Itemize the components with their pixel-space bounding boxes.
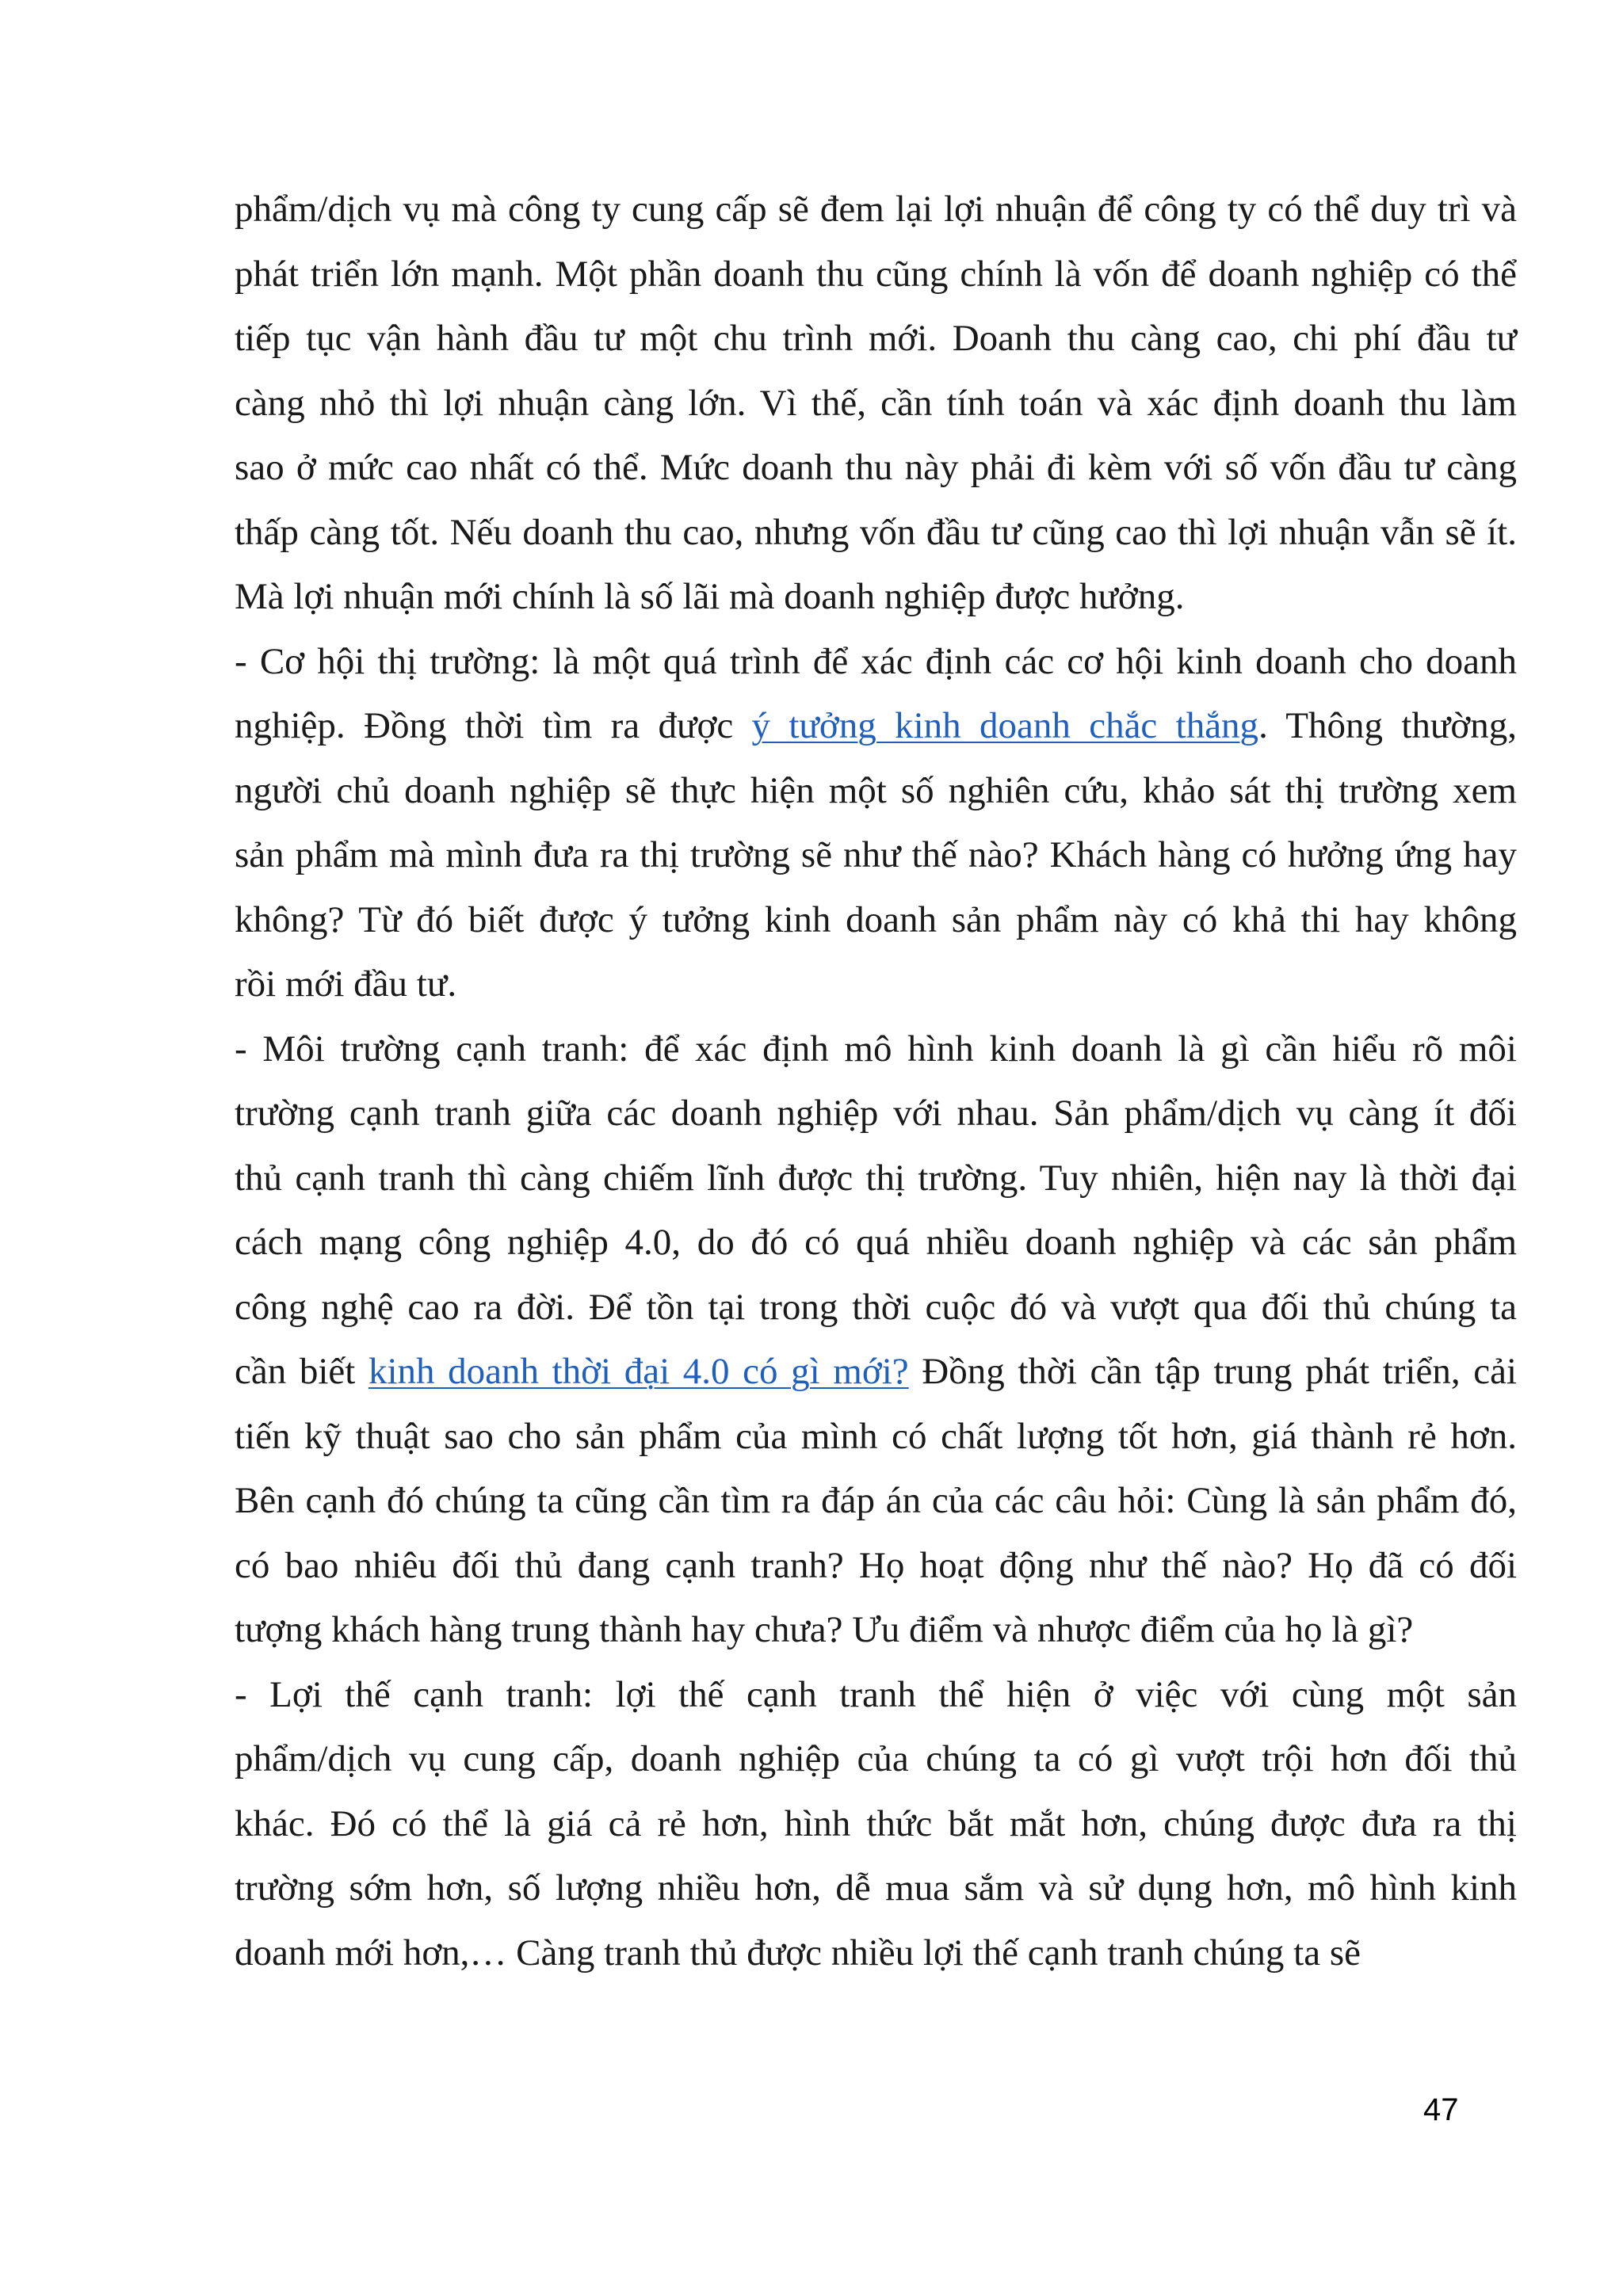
text-line: tiếp tục vận hành đầu tư một chu trình mới. Doanh thu càng cao, chi phí đầu tư xyxy=(235,318,1517,359)
text-line: Bên cạnh đó chúng ta cũng cần tìm ra đáp án của các câu hỏi: Cùng là sản phẩm đó, xyxy=(235,1480,1517,1521)
text-line: sao ở mức cao nhất có thể. Mức doanh thu này phải đi kèm với số vốn đầu tư càng xyxy=(235,447,1517,488)
text-line: trường cạnh tranh giữa các doanh nghiệp với nhau. Sản phẩm/dịch vụ càng ít đối xyxy=(235,1093,1517,1134)
text-line: - Lợi thế cạnh tranh: lợi thế cạnh tranh thể hiện ở việc với cùng một sản xyxy=(235,1673,1517,1715)
text-line: công nghệ cao ra đời. Để tồn tại trong thời cuộc đó và vượt qua đối thủ chúng ta xyxy=(235,1286,1517,1328)
text-line: thủ cạnh tranh thì càng chiếm lĩnh được thị trường. Tuy nhiên, hiện nay là thời đại xyxy=(235,1157,1517,1199)
text-segment: . Thông thường, xyxy=(1258,705,1517,746)
text-line: không? Từ đó biết được ý tưởng kinh doanh sản phẩm này có khả thi hay không xyxy=(235,898,1517,940)
paragraph xyxy=(235,630,1517,1017)
text-line: Mà lợi nhuận mới chính là số lãi mà doanh nghiệp được hưởng. xyxy=(235,576,1185,617)
text-line: phát triển lớn mạnh. Một phần doanh thu cũng chính là vốn để doanh nghiệp có thể xyxy=(235,253,1517,295)
text-line xyxy=(235,694,1517,759)
text-line: khác. Đó có thể là giá cả rẻ hơn, hình thức bắt mắt hơn, chúng được đưa ra thị xyxy=(235,1802,1517,1844)
text-line: trường sớm hơn, số lượng nhiều hơn, dễ mua sắm và sử dụng hơn, mô hình kinh xyxy=(235,1867,1517,1909)
text-line: phẩm/dịch vụ cung cấp, doanh nghiệp của chúng ta có gì vượt trội hơn đối thủ xyxy=(235,1738,1517,1779)
text-line: phẩm/dịch vụ mà công ty cung cấp sẽ đem lại lợi nhuận để công ty có thể duy trì và xyxy=(235,189,1517,230)
text-line: càng nhỏ thì lợi nhuận càng lớn. Vì thế, cần tính toán và xác định doanh thu làm xyxy=(235,382,1517,424)
page-number: 47 xyxy=(1423,2092,1459,2127)
text-line: doanh mới hơn,… Càng tranh thủ được nhiều lợi thế cạnh tranh chúng ta sẽ xyxy=(235,1932,1361,1974)
hyperlink[interactable]: kinh doanh thời đại 4.0 có gì mới? xyxy=(368,1351,909,1392)
document-body xyxy=(235,177,1517,1985)
text-line: có bao nhiêu đối thủ đang cạnh tranh? Họ hoạt động như thế nào? Họ đã có đối xyxy=(235,1544,1517,1586)
text-line: người chủ doanh nghiệp sẽ thực hiện một số nghiên cứu, khảo sát thị trường xem xyxy=(235,769,1517,811)
text-line: tượng khách hàng trung thành hay chưa? Ưu điểm và nhược điểm của họ là gì? xyxy=(235,1609,1414,1650)
text-line: cách mạng công nghiệp 4.0, do đó có quá nhiều doanh nghiệp và các sản phẩm xyxy=(235,1222,1517,1263)
text-line: - Cơ hội thị trường: là một quá trình để xác định các cơ hội kinh doanh cho doanh xyxy=(235,640,1517,682)
text-line: rồi mới đầu tư. xyxy=(235,963,457,1005)
hyperlink[interactable]: ý tưởng kinh doanh chắc thắng xyxy=(751,705,1259,746)
text-segment: cần biết xyxy=(235,1351,369,1392)
paragraph xyxy=(235,1663,1517,1986)
paragraph xyxy=(235,177,1517,630)
text-segment: nghiệp. Đồng thời tìm ra được xyxy=(235,705,752,746)
text-segment: Đồng thời cần tập trung phát triển, cải xyxy=(908,1351,1518,1392)
paragraph xyxy=(235,1017,1517,1663)
text-line xyxy=(235,1340,1517,1405)
text-line: sản phẩm mà mình đưa ra thị trường sẽ như thế nào? Khách hàng có hưởng ứng hay xyxy=(235,834,1517,875)
text-line: tiến kỹ thuật sao cho sản phẩm của mình có chất lượng tốt hơn, giá thành rẻ hơn. xyxy=(235,1415,1517,1457)
text-line: - Môi trường cạnh tranh: để xác định mô hình kinh doanh là gì cần hiểu rõ môi xyxy=(235,1028,1517,1070)
text-line: thấp càng tốt. Nếu doanh thu cao, nhưng vốn đầu tư cũng cao thì lợi nhuận vẫn sẽ ít. xyxy=(235,511,1517,553)
